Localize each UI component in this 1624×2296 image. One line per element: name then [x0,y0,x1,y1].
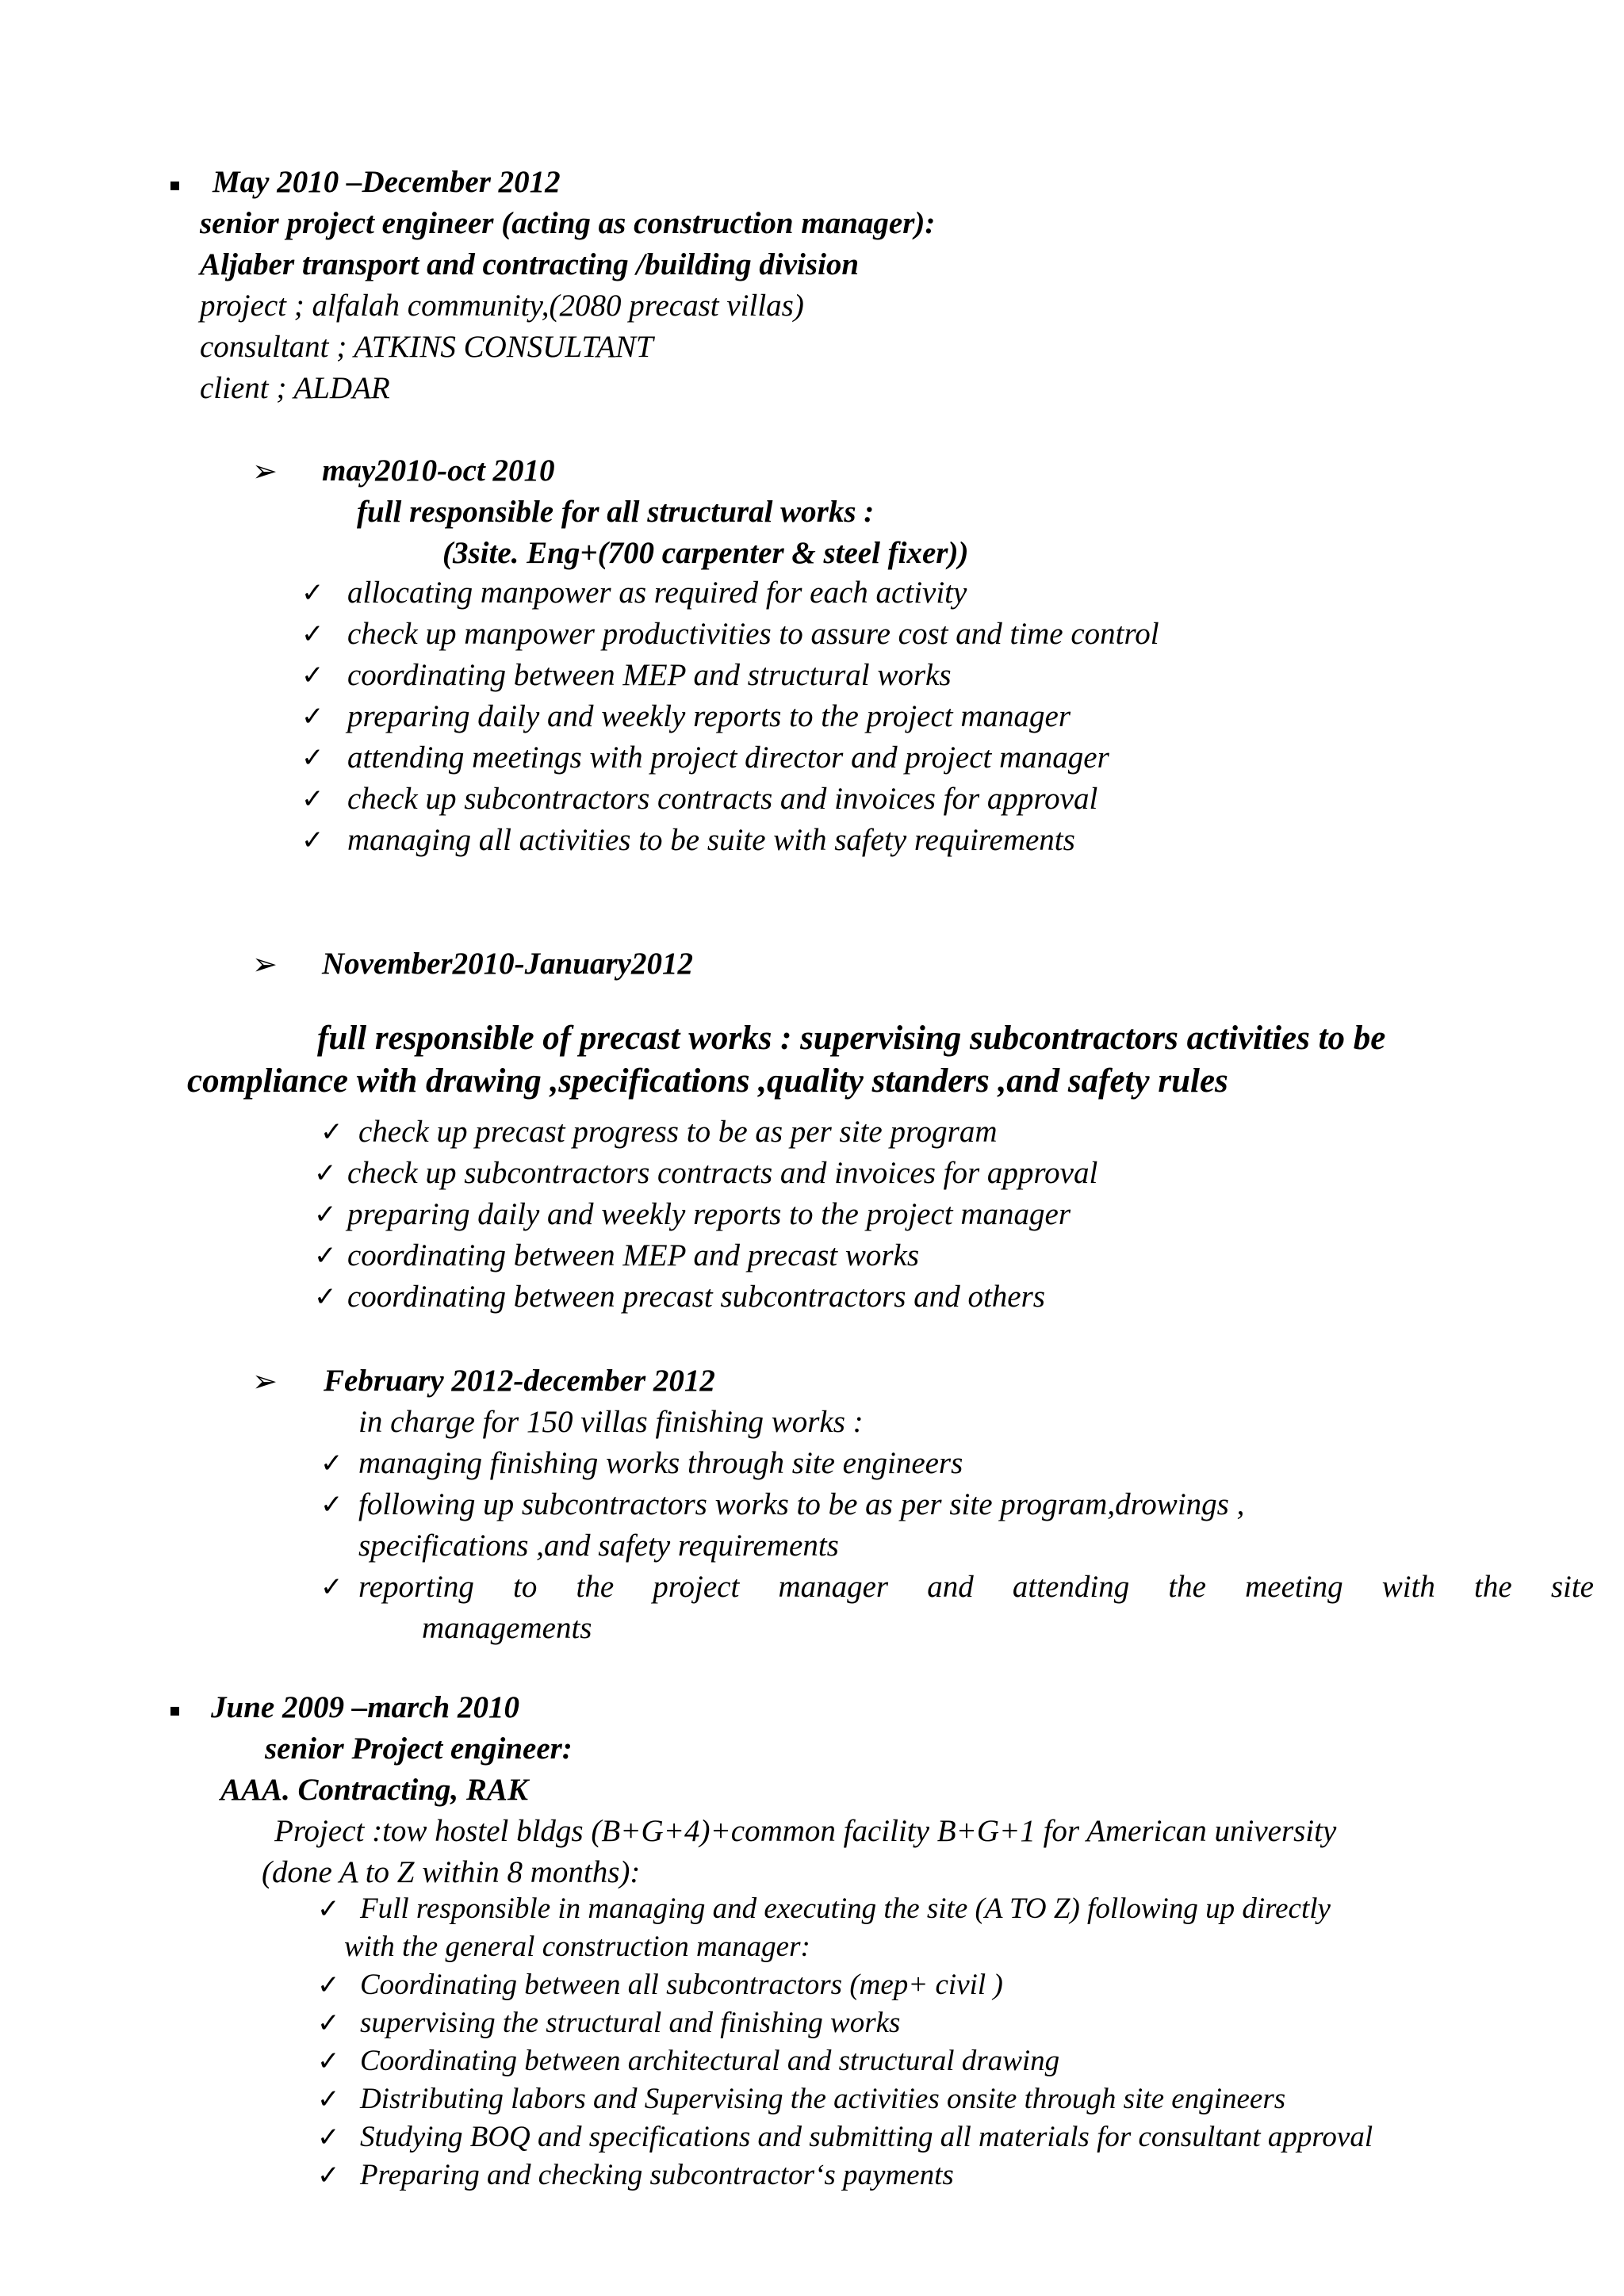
list-item: Distributing labors and Supervising the activities onsite through site engineers [360,2083,1286,2115]
job1-company: Aljaber transport and contracting /building division [200,247,860,281]
square-bullet-icon: ▪ [169,175,181,195]
list-item: preparing daily and weekly reports to the project manager [347,1197,1071,1231]
check-icon: ✓ [317,2160,340,2191]
list-item: following up subcontractors works to be as per site program,drowings , [358,1487,1245,1521]
check-icon: ✓ [301,825,324,856]
phase1-title: full responsible for all structural works : [357,495,875,529]
check-icon: ✓ [301,742,324,774]
list-item: check up subcontractors contracts and invoices for approval [347,1156,1098,1190]
check-icon: ✓ [320,1571,343,1603]
list-item: managing all activities to be suite with safety requirements [347,823,1075,857]
check-icon: ✓ [301,618,324,650]
job1-project: project ; alfalah community,(2080 precast villas) [200,289,804,323]
check-icon: ✓ [317,1893,340,1925]
list-item: Full responsible in managing and executing the site (A TO Z) following up directly [360,1892,1331,1925]
job1-consultant: consultant ; ATKINS CONSULTANT [200,330,653,364]
list-item: managing finishing works through site engineers [358,1446,963,1480]
list-item: supervising the structural and finishing works [360,2007,901,2039]
check-icon: ✓ [317,2007,340,2039]
check-icon: ✓ [301,701,324,733]
phase1-period: may2010-oct 2010 [322,453,555,488]
list-item: coordinating between precast subcontractors and others [347,1280,1045,1314]
check-icon: ✓ [320,1448,343,1479]
check-icon: ✓ [317,2122,340,2153]
list-item: check up precast progress to be as per site program [358,1115,998,1149]
arrow-bullet-icon: ➢ [252,453,278,488]
list-item: coordinating between MEP and precast works [347,1238,920,1272]
phase2-period: November2010-January2012 [322,947,693,981]
check-icon: ✓ [301,783,324,815]
phase3-title: in charge for 150 villas finishing works : [358,1405,864,1439]
job2-title: senior Project engineer: [265,1732,573,1766]
job1-period: May 2010 –December 2012 [213,165,561,199]
phase1-team: (3site. Eng+(700 carpenter & steel fixer)) [442,536,969,570]
list-item: attending meetings with project director and project manager [347,740,1109,775]
job2-period: June 2009 –march 2010 [211,1690,519,1724]
list-item-continuation: with the general construction manager: [344,1931,810,1963]
check-icon: ✓ [320,1489,343,1521]
list-item: Coordinating between architectural and structural drawing [360,2045,1060,2077]
job2-project-line1: Project :tow hostel bldgs (B+G+4)+common facility B+G+1 for American university [274,1814,1337,1848]
arrow-bullet-icon: ➢ [252,947,278,982]
check-icon: ✓ [317,2084,340,2115]
list-item: Preparing and checking subcontractor‘s payments [360,2159,954,2191]
check-icon: ✓ [314,1199,337,1230]
list-item: allocating manpower as required for each activity [347,576,967,610]
list-item-continuation: specifications ,and safety requirements [358,1529,839,1563]
phase3-period: February 2012-december 2012 [324,1364,715,1398]
list-item: preparing daily and weekly reports to the project manager [347,699,1071,733]
check-icon: ✓ [301,660,324,691]
job1-title: senior project engineer (acting as construction manager): [200,206,936,240]
list-item-continuation: managements [422,1611,592,1645]
list-item: reporting to the project manager and attending the meeting with the site [358,1570,1594,1604]
list-item: check up subcontractors contracts and invoices for approval [347,782,1098,816]
check-icon: ✓ [317,1969,340,2001]
list-item: Coordinating between all subcontractors (mep+ civil ) [360,1969,1003,2001]
check-icon: ✓ [320,1116,343,1148]
check-icon: ✓ [314,1281,337,1313]
phase2-title-line2: compliance with drawing ,specifications ,quality standers ,and safety rules [187,1062,1228,1100]
job2-project-line2: (done A to Z within 8 months): [262,1855,641,1889]
list-item: Studying BOQ and specifications and submitting all materials for consultant approval [360,2121,1373,2153]
arrow-bullet-icon: ➢ [252,1364,278,1399]
check-icon: ✓ [301,577,324,609]
check-icon: ✓ [317,2045,340,2077]
check-icon: ✓ [314,1158,337,1189]
job2-company: AAA. Contracting, RAK [220,1773,528,1807]
list-item: coordinating between MEP and structural works [347,658,952,692]
check-icon: ✓ [314,1240,337,1272]
square-bullet-icon: ▪ [169,1701,181,1720]
phase2-title-line1: full responsible of precast works : supervising subcontractors activities to be [317,1020,1386,1057]
job1-client: client ; ALDAR [200,371,390,405]
list-item: check up manpower productivities to assure cost and time control [347,617,1159,651]
